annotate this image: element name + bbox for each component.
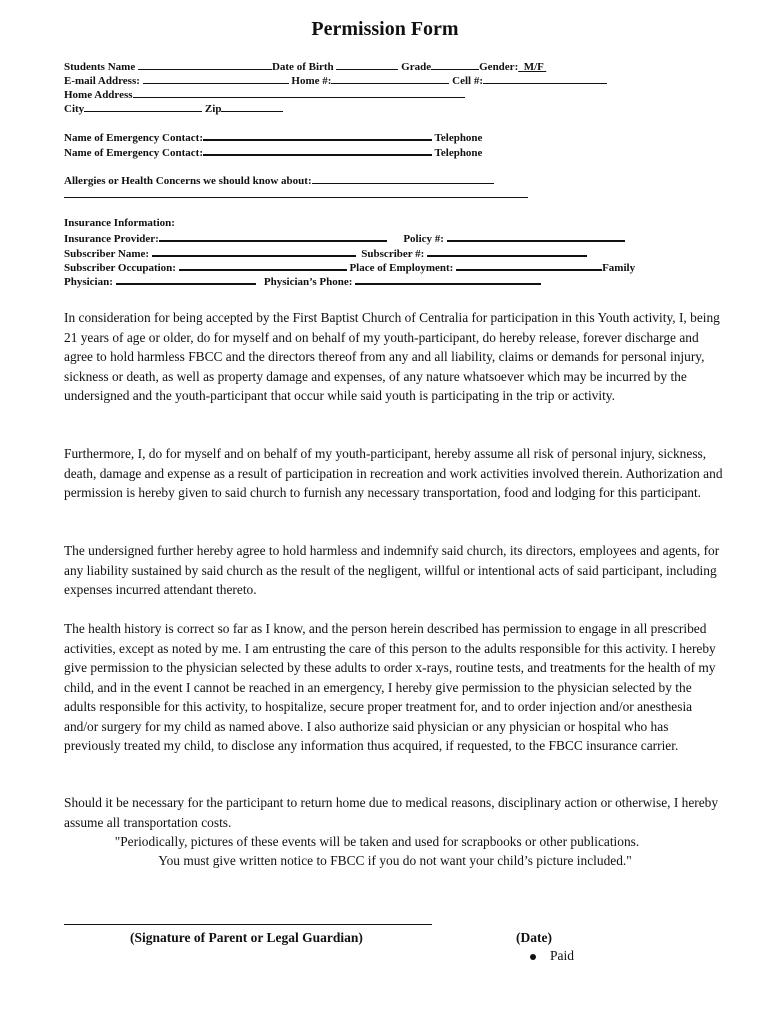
zip-field[interactable] [221, 101, 283, 112]
place-of-employment-label: Place of Employment: [349, 262, 454, 274]
grade-field[interactable] [431, 59, 479, 70]
email-field[interactable] [143, 73, 289, 84]
home-address-label: Home Address [64, 89, 133, 101]
health-history-paragraph: The health history is correct so far as I know, and the person herein described has permission to engage in all prescribed activities, except as noted by me. I am entrusting the care of this person to the adults responsible for this activity. I hereby give permission to the physician selected by these adults to order x-rays, routine tests, and treatments for the health of my child, and in the event I cannot be reached in an emergency, I hereby give permission to the physician selected by the adults responsible for this activity, to hospitalize, secure proper treatment for, and to order injection and/or anesthesia and/or surgery for my child as named above. I also authorize said physician or any physician or hospital who has previously treated my child, to disclose any information thus acquired, if requested, to the FBCC insurance carrier. [64, 621, 716, 753]
family-label: Family [602, 262, 636, 274]
bullet-icon [530, 954, 536, 960]
physician-row [64, 273, 541, 289]
emergency-contact-label: Name of Emergency Contact: [64, 132, 203, 144]
policy-field[interactable] [447, 230, 625, 242]
signature-label: (Signature of Parent or Legal Guardian) [130, 930, 363, 945]
place-of-employment-field[interactable] [456, 259, 602, 271]
contact-row [64, 73, 607, 88]
emergency-contact-label: Name of Emergency Contact: [64, 147, 203, 159]
emergency-contact-row [64, 144, 482, 160]
city-label: City [64, 103, 85, 115]
insurance-header: Insurance Information: [64, 217, 175, 229]
transportation-paragraph: Should it be necessary for the participant to return home due to medical reasons, disciplinary action or otherwise, I hereby assume all transportation costs. [64, 795, 719, 830]
home-phone-field[interactable] [331, 73, 449, 84]
address-row [64, 87, 465, 102]
signature-line[interactable] [64, 924, 432, 925]
allergies-label: Allergies or Health Concerns we should know about: [64, 175, 312, 187]
home-address-field[interactable] [133, 87, 465, 98]
allergies-row-2 [64, 187, 528, 202]
subscriber-occupation-label: Subscriber Occupation: [64, 262, 176, 274]
emergency-contact-field[interactable] [203, 129, 432, 141]
cell-label: Cell #: [452, 75, 484, 87]
subscriber-occupation-field[interactable] [179, 259, 347, 271]
dob-label: Date of Birth [271, 61, 334, 73]
subscriber-name-label: Subscriber Name: [64, 248, 150, 260]
student-name-label: Students Name [64, 61, 136, 73]
cell-field[interactable] [483, 73, 607, 84]
photo-notice-line-2: You must give written notice to FBCC if you do not want your child’s picture included." [158, 853, 632, 868]
physician-phone-label: Physician’s Phone: [263, 276, 353, 288]
grade-label: Grade [401, 61, 432, 73]
insurance-provider-field[interactable] [159, 230, 387, 242]
gender-label: Gender: [479, 61, 519, 73]
allergies-row [64, 173, 494, 188]
email-label: E-mail Address: [64, 75, 140, 87]
city-field[interactable] [84, 101, 202, 112]
release-paragraph: In consideration for being accepted by the First Baptist Church of Centralia for participation in this Youth activity, I, being 21 years of age or older, do for myself and on behalf of my youth-participant, do hereby release, forever discharge and agree to hold harmless FBCC and the directors thereof from any and all liability, claims or demands for personal injury, sickness or death, as well as property damage and expenses, of any nature whatsoever which may be incurred by the undersigned and the youth-participant that occur while said youth is participating in the trip or activity. [64, 310, 720, 403]
allergies-field[interactable] [312, 173, 494, 184]
physician-label: Physician: [64, 276, 113, 288]
telephone-label: Telephone [434, 147, 483, 159]
indemnify-paragraph: The undersigned further hereby agree to hold harmless and indemnify said church, its directors, employees and agents, for any liability sustained by said church as the result of the negligent, willful or intentional acts of said participant, including expenses incurred attendant thereto. [64, 543, 720, 597]
subscriber-name-field[interactable] [152, 245, 356, 257]
student-name-field[interactable] [138, 59, 272, 70]
subscriber-number-label: Subscriber #: [361, 248, 425, 260]
page-title: Permission Form [311, 18, 459, 40]
physician-phone-field[interactable] [355, 273, 541, 285]
assume-risk-paragraph: Furthermore, I, do for myself and on behalf of my youth-participant, hereby assume all risk of personal injury, sickness, death, damage and expense as a result of participation in recreation and work activities involved therein. Authorization and permission is hereby given to said church to furnish any necessary transportation, food and lodging for this participant. [64, 446, 723, 500]
telephone-label: Telephone [434, 132, 483, 144]
gender-value[interactable]: M/F [523, 61, 544, 73]
zip-label: Zip [204, 103, 222, 115]
physician-field[interactable] [116, 273, 256, 285]
subscriber-number-field[interactable] [427, 245, 587, 257]
paid-item [530, 948, 574, 964]
paid-label: Paid [550, 948, 575, 963]
allergies-field-2[interactable] [64, 187, 528, 198]
home-phone-label: Home #: [291, 75, 332, 87]
emergency-contact-field[interactable] [203, 144, 432, 156]
student-info-row [64, 59, 546, 74]
insurance-provider-row [64, 230, 625, 246]
dob-field[interactable] [336, 59, 398, 70]
date-label: (Date) [516, 930, 552, 945]
insurance-provider-label: Insurance Provider: [64, 233, 159, 245]
policy-label: Policy #: [403, 233, 444, 245]
emergency-contact-row [64, 129, 482, 145]
photo-notice-line-1: "Periodically, pictures of these events will be taken and used for scrapbooks or other publications. [114, 834, 640, 849]
city-row [64, 101, 283, 116]
